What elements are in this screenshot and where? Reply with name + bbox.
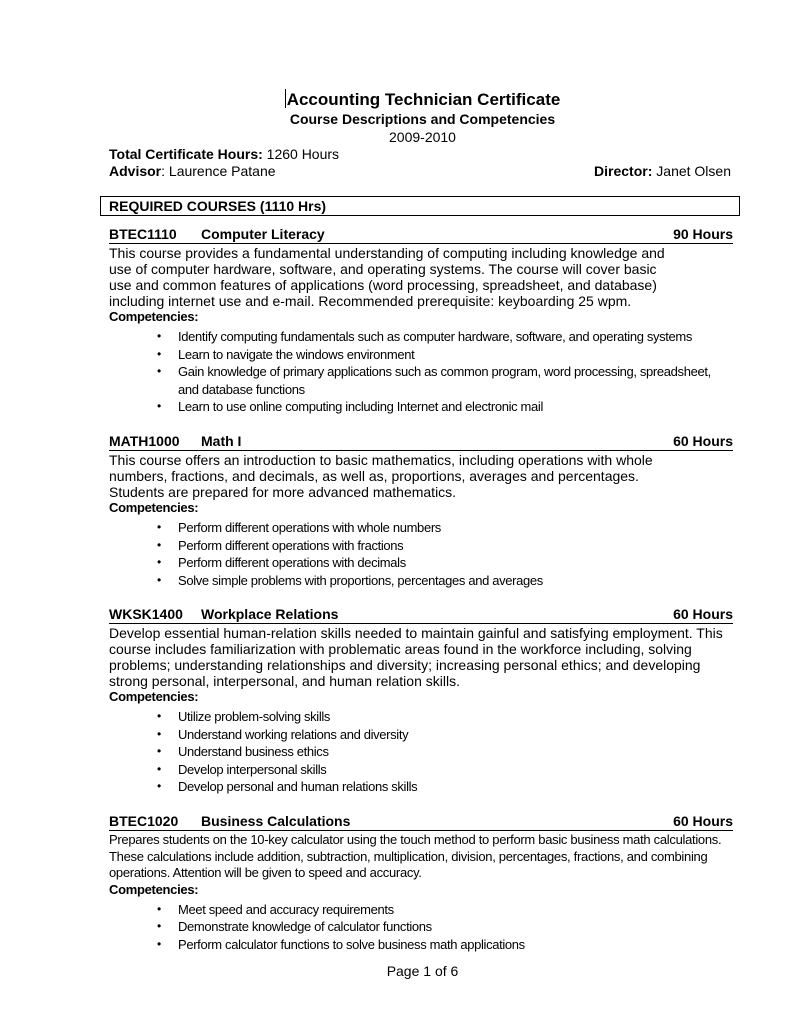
list-item: • Demonstrate knowledge of calculator functions — [157, 919, 432, 934]
text-cursor — [285, 89, 286, 108]
list-item: • Gain knowledge of primary applications such as common program, word processing, spreadsheet, and database functions — [157, 364, 711, 397]
competencies-label: Competencies: — [109, 881, 199, 897]
document-title: Accounting Technician Certificate — [286, 90, 561, 109]
course-heading — [109, 433, 733, 451]
course-hours: 60 Hours — [673, 813, 733, 829]
description-line: strong personal, interpersonal, and human relation skills. — [109, 673, 460, 689]
description-line: use and common features of applications (word processing, spreadsheet, and database) — [109, 277, 657, 293]
advisor — [109, 162, 276, 180]
competencies-list — [109, 901, 733, 954]
bullet-icon: • — [157, 726, 161, 741]
total-hours-value: 1260 Hours — [266, 146, 340, 162]
document-subtitle: Course Descriptions and Competencies — [289, 111, 556, 127]
list-item: • Perform calculator functions to solve business math applications — [157, 936, 525, 952]
description-line: Prepares students on the 10-key calculator using the touch method to perform basic business math calculations. — [109, 832, 722, 847]
course-name: Business Calculations — [201, 813, 351, 829]
total-hours — [109, 145, 339, 163]
advisor-label: Advisor — [109, 163, 162, 179]
course-btec1020 — [109, 813, 733, 953]
list-item: • Solve simple problems with proportions, percentages and averages — [157, 572, 543, 588]
course-heading — [109, 226, 733, 244]
bullet-icon: • — [157, 537, 161, 552]
list-item: • Understand business ethics — [157, 744, 329, 759]
bullet-icon: • — [157, 520, 161, 534]
list-item: • Learn to use online computing including Internet and electronic mail — [157, 399, 543, 414]
course-name: Workplace Relations — [201, 606, 339, 622]
advisor-value: : Laurence Patane — [161, 163, 276, 179]
course-code: MATH1000 — [109, 433, 180, 449]
bullet-icon: • — [157, 779, 161, 793]
bullet-icon: • — [157, 555, 161, 569]
course-description — [109, 832, 733, 882]
list-item: • Perform different operations with whole numbers — [157, 520, 441, 535]
bullet-icon: • — [157, 901, 161, 916]
course-description — [109, 245, 733, 309]
course-hours: 90 Hours — [673, 226, 733, 242]
document-year: 2009-2010 — [389, 129, 456, 145]
course-name: Computer Literacy — [201, 226, 325, 242]
course-code: BTEC1020 — [109, 813, 179, 829]
description-line: Develop essential human-relation skills needed to maintain gainful and satisfying employment. This — [109, 625, 723, 641]
list-item: • Understand working relations and diversity — [157, 726, 409, 742]
list-item: • Learn to navigate the windows environment — [157, 346, 415, 362]
total-hours-label: Total Certificate Hours: — [109, 146, 263, 162]
description-line: This course provides a fundamental understanding of computing including knowledge and — [109, 245, 665, 261]
list-item: • Perform different operations with decimals — [157, 555, 406, 570]
bullet-icon: • — [157, 919, 161, 933]
competencies-list — [109, 519, 733, 589]
course-code: WKSK1400 — [109, 606, 183, 622]
description-line: course includes familiarization with problematic areas found in the workforce including, solving — [109, 641, 692, 657]
required-courses-heading: REQUIRED COURSES (1110 Hrs) — [100, 196, 740, 216]
bullet-icon: • — [157, 761, 161, 776]
list-item: • Identify computing fundamentals such as computer hardware, software, and operating systems — [157, 329, 693, 344]
director-value: Janet Olsen — [656, 163, 731, 179]
course-hours: 60 Hours — [673, 433, 733, 449]
competencies-label: Competencies: — [109, 500, 199, 515]
bullet-icon: • — [157, 744, 161, 758]
description-line: operations. Attention will be given to speed and accuracy. — [109, 865, 422, 880]
competencies-label: Competencies: — [109, 309, 199, 324]
description-line: including internet use and e-mail. Recommended prerequisite: keyboarding 25 wpm. — [109, 293, 632, 309]
director-label: Director: — [594, 163, 653, 179]
description-line: use of computer hardware, software, and operating systems. The course will cover basic — [109, 261, 657, 277]
list-item: • Utilize problem-solving skills — [157, 709, 331, 724]
description-line: This course offers an introduction to basic mathematics, including operations with whole — [109, 452, 653, 468]
bullet-icon: • — [157, 572, 161, 587]
bullet-icon: • — [157, 399, 161, 413]
description-line: problems; understanding relationships and diversity; increasing personal ethics; and developing — [109, 657, 701, 673]
course-math1000 — [109, 433, 733, 589]
list-item: • Meet speed and accuracy requirements — [157, 901, 394, 917]
list-item: • Develop personal and human relations skills — [157, 779, 418, 794]
page-number: Page 1 of 6 — [386, 963, 459, 979]
course-heading — [109, 813, 733, 831]
list-item: • Perform different operations with fractions — [157, 537, 404, 553]
course-heading — [109, 606, 733, 624]
list-item: • Develop interpersonal skills — [157, 761, 327, 777]
course-wksk1400 — [109, 606, 733, 796]
competencies-list — [109, 708, 733, 796]
competencies-list — [109, 328, 733, 416]
director — [594, 162, 731, 180]
bullet-icon: • — [157, 936, 161, 951]
description-line: These calculations include addition, subtraction, multiplication, division, percentages, fractions, and combining — [109, 848, 708, 864]
competencies-label: Competencies: — [109, 689, 199, 704]
bullet-icon: • — [157, 709, 161, 723]
course-name: Math I — [201, 433, 242, 449]
course-description — [109, 625, 733, 689]
bullet-icon: • — [157, 329, 161, 343]
course-description — [109, 452, 733, 500]
bullet-icon: • — [157, 364, 161, 378]
course-code: BTEC1110 — [109, 226, 177, 242]
description-line: numbers, fractions, and decimals, as well as, proportions, averages and percentages. — [109, 468, 639, 484]
course-hours: 60 Hours — [673, 606, 733, 622]
description-line: Students are prepared for more advanced mathematics. — [109, 484, 457, 500]
bullet-icon: • — [157, 346, 161, 361]
course-btec1110 — [109, 226, 733, 416]
